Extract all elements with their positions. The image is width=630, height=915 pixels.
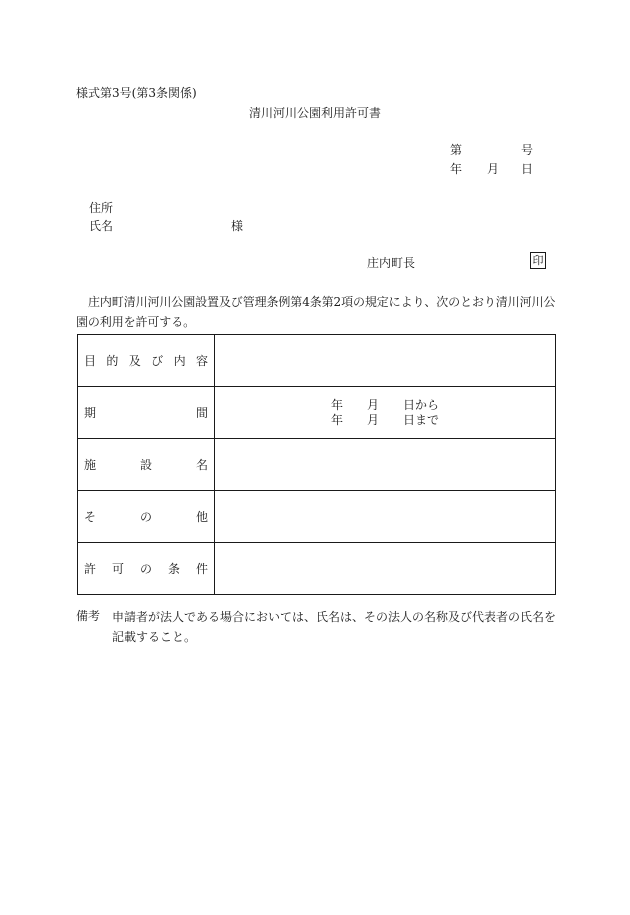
row-label-conditions: 許 可 の 条 件 <box>84 562 208 576</box>
table-row <box>78 387 556 439</box>
row-label-facility: 施 設 名 <box>84 458 208 472</box>
document-title: 清川河川公園利用許可書 <box>248 106 381 120</box>
table-label-cell <box>78 491 215 543</box>
date-year-label: 年 <box>450 162 463 176</box>
table-row <box>78 439 556 491</box>
table-row <box>78 543 556 595</box>
permit-body-text: 庄内町清川河川公園設置及び管理条例第4条第2項の規定により、次のとおり清川河川公園の利用を許可する。 <box>76 295 556 329</box>
table-label-cell <box>78 387 215 439</box>
other-value-cell <box>215 491 556 543</box>
permit-number-suffix: 号 <box>521 143 534 157</box>
conditions-value-cell <box>215 543 556 595</box>
permit-number-prefix: 第 <box>450 143 463 157</box>
period-to-line: 年 月 日まで <box>330 412 439 427</box>
purpose-value-cell <box>215 335 556 387</box>
form-number: 様式第3号(第3条関係) <box>76 86 197 100</box>
row-label-purpose: 目 的 及 び 内 容 <box>84 354 208 368</box>
row-label-period: 期 間 <box>84 406 208 420</box>
remarks-text: 申請者が法人である場合においては、氏名は、その法人の名称及び代表者の氏名を記載すること。 <box>112 610 557 644</box>
recipient-honorific: 様 <box>231 219 244 233</box>
remarks-label: 備考 <box>76 609 101 623</box>
date-day-label: 日 <box>521 162 534 176</box>
issuer-title: 庄内町長 <box>367 256 416 270</box>
table-label-cell <box>78 335 215 387</box>
seal-mark: 印 <box>530 252 546 269</box>
date-month-label: 月 <box>487 162 500 176</box>
period-value-cell <box>215 387 556 439</box>
recipient-name-label: 氏名 <box>89 219 114 233</box>
table-label-cell <box>78 439 215 491</box>
row-label-other: そ の 他 <box>84 510 208 524</box>
facility-value-cell <box>215 439 556 491</box>
table-label-cell <box>78 543 215 595</box>
period-from-line: 年 月 日から <box>330 397 439 412</box>
recipient-address-label: 住所 <box>89 201 114 215</box>
table-row <box>78 491 556 543</box>
permit-details-table <box>77 334 556 595</box>
table-row <box>78 335 556 387</box>
